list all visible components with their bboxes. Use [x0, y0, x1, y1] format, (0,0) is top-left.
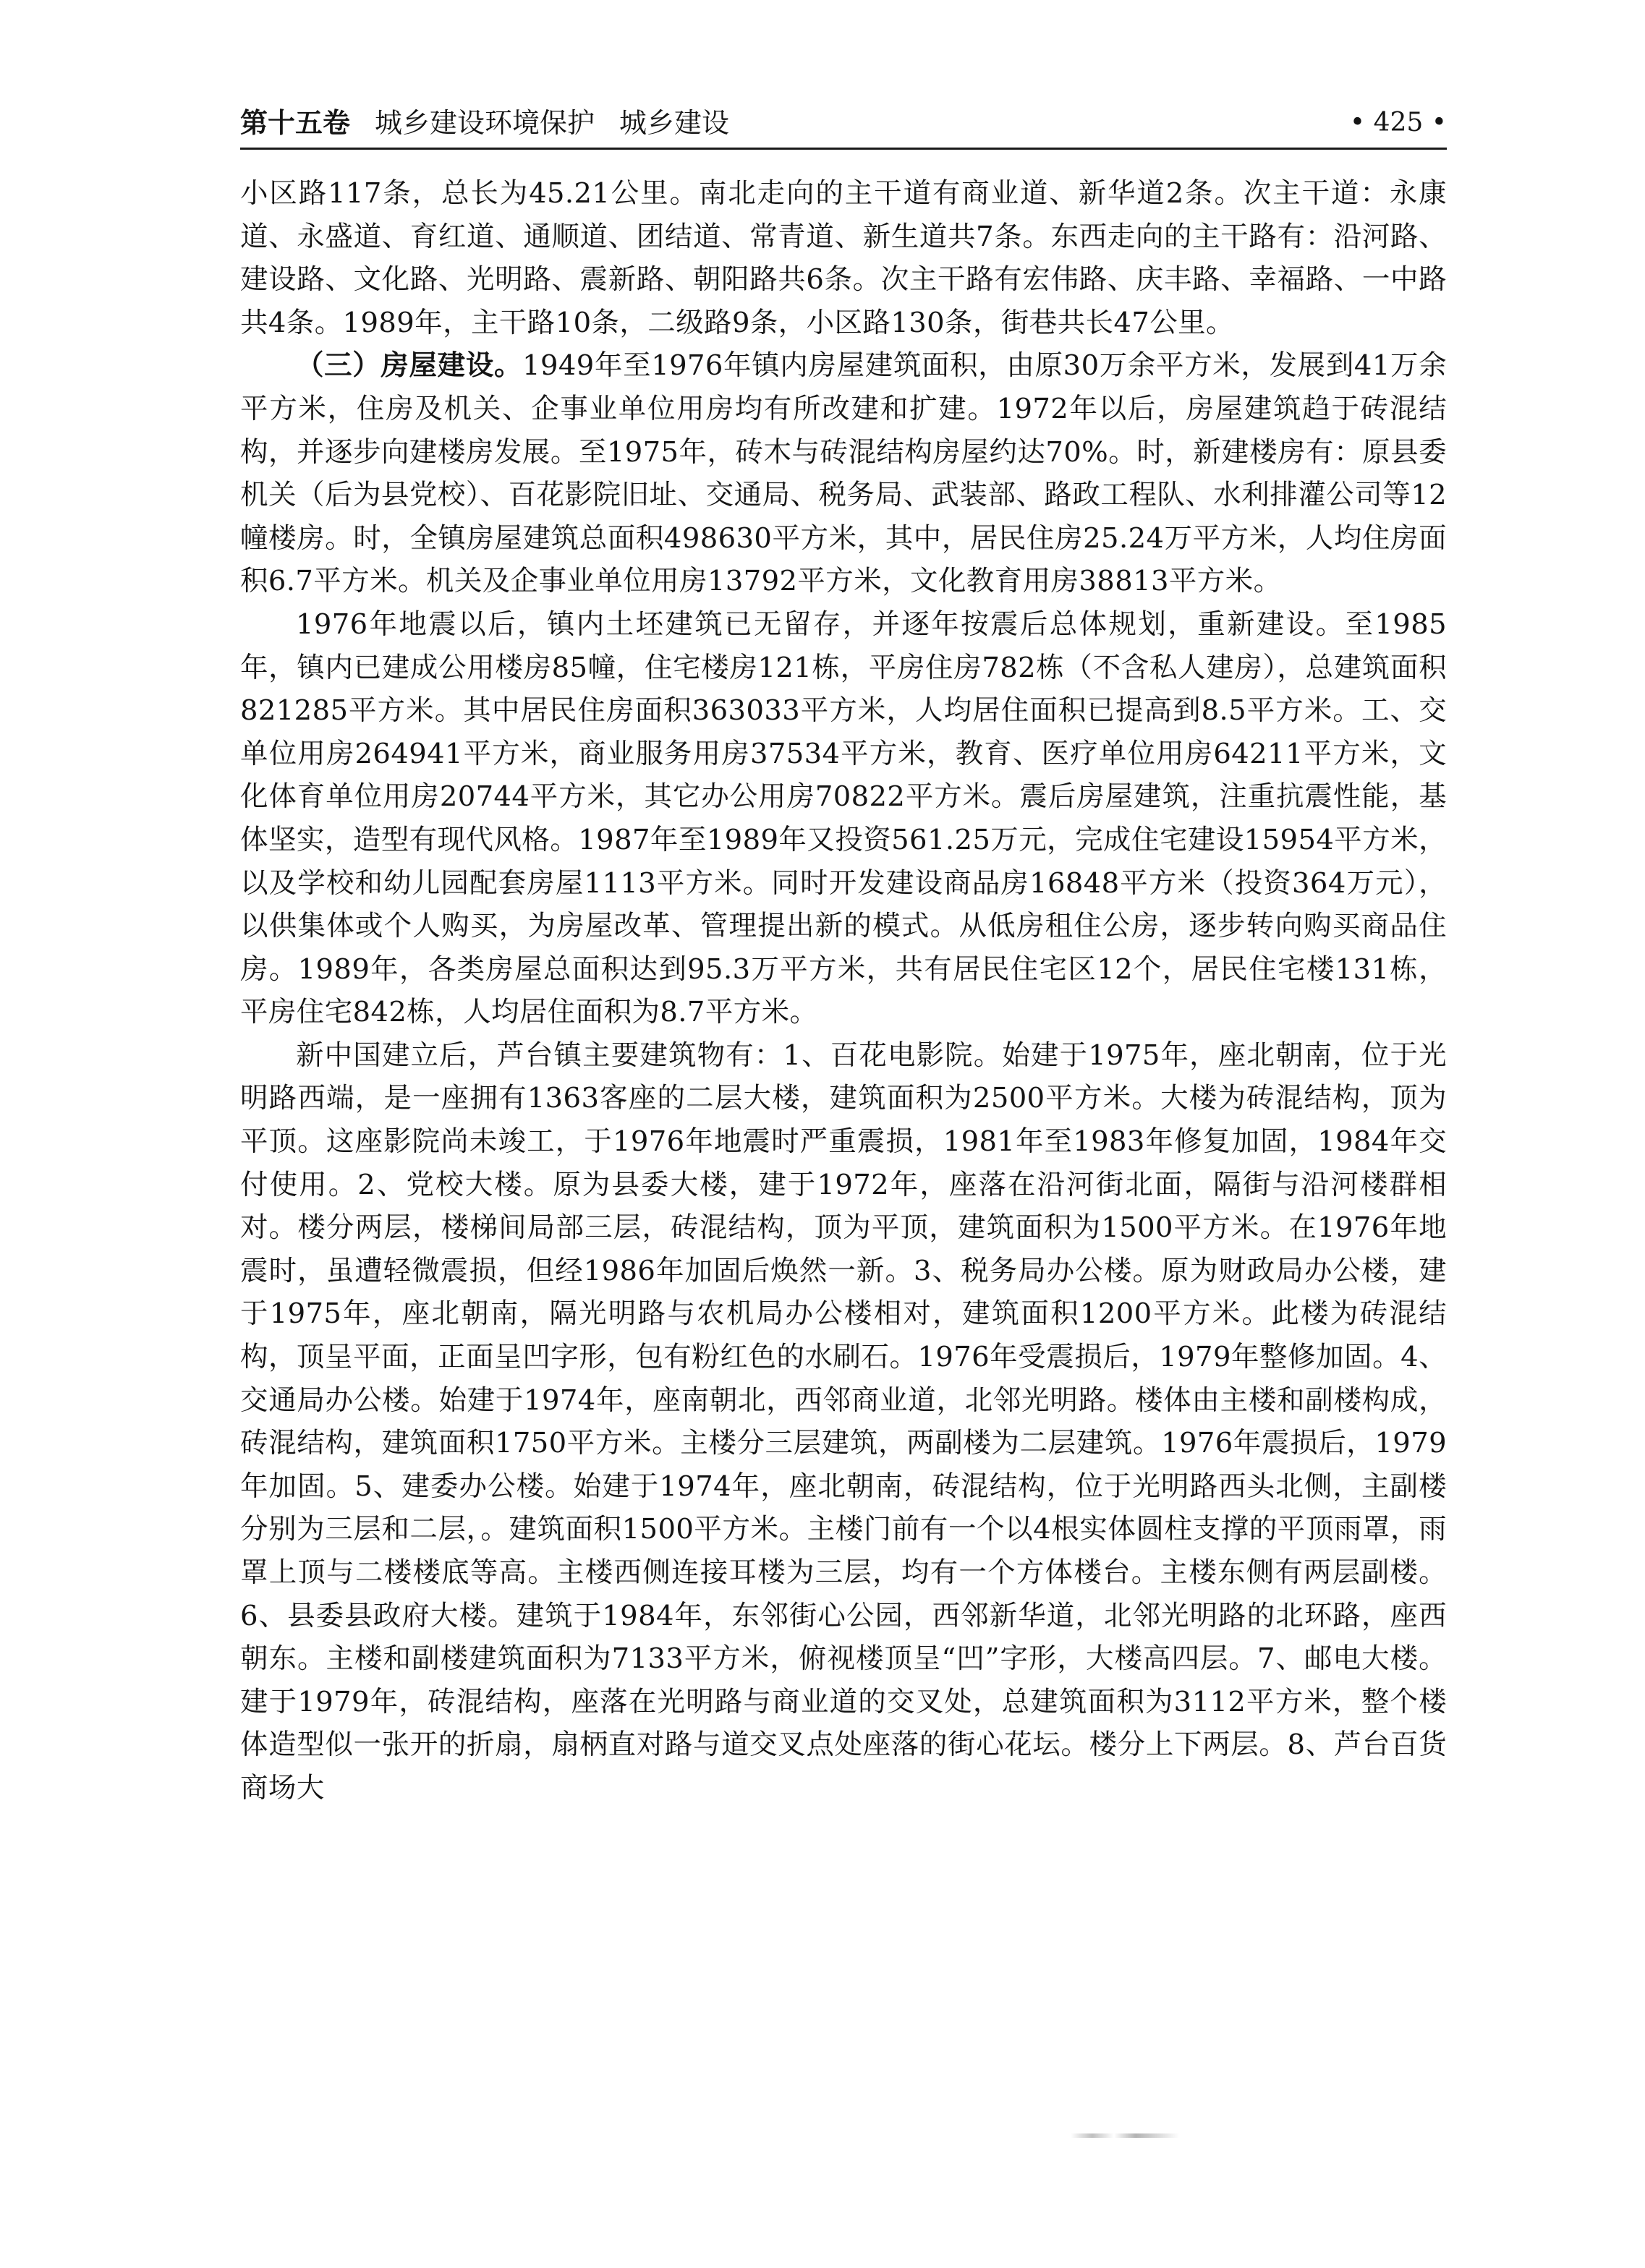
- paragraph-post-quake: 1976年地震以后，镇内土坯建筑已无留存，并逐年按震后总体规划，重新建设。至1985年，镇内已建成公用楼房85幢，住宅楼房121栋，平房住房782栋（不含私人建房），总建筑面积821285平方米。其中居民住房面积363033平方米，人均居住面积已提高到8.5平方米。工、交单位用房264941平方米，商业服务用房37534平方米，教育、医疗单位用房64211平方米，文化体育单位用房20744平方米，其它办公用房70822平方米。震后房屋建筑，注重抗震性能，基体坚实，造型有现代风格。1987年至1989年又投资561.25万元，完成住宅建设15954平方米，以及学校和幼儿园配套房屋1113平方米。同时开发建设商品房16848平方米（投资364万元），以供集体或个人购买，为房屋改革、管理提出新的模式。从低房租住公房，逐步转向购买商品住房。1989年，各类房屋总面积达到95.3万平方米，共有居民住宅区12个，居民住宅楼131栋，平房住宅842栋，人均居住面积为8.7平方米。: [240, 608, 1447, 1029]
- page-number: • 425 •: [1349, 108, 1447, 137]
- subsection-label: 城乡建设: [619, 107, 730, 139]
- section-label: 城乡建设环境保护: [375, 107, 595, 139]
- paragraph-housing: [240, 344, 1447, 603]
- paragraph-housing-text: 1949年至1976年镇内房屋建筑面积，由原30万余平方米，发展到41万余平方米，住房及机关、企事业单位用房均有所改建和扩建。1972年以后，房屋建筑趋于砖混结构，并逐步向建楼房发展。至1975年，砖木与砖混结构房屋约达70%。时，新建楼房有：原县委机关（后为县党校）、百花影院旧址、交通局、税务局、武装部、路政工程队、水利排灌公司等12幢楼房。时，全镇房屋建筑总面积498630平方米，其中，居民住房25.24万平方米，人均住房面积6.7平方米。机关及企事业单位用房13792平方米，文化教育用房38813平方米。: [240, 349, 1447, 598]
- header-title: [240, 103, 754, 143]
- page-body: [240, 172, 1447, 1810]
- paragraph-roads: 小区路117条，总长为45.21公里。南北走向的主干道有商业道、新华道2条。次主干道：永康道、永盛道、育红道、通顺道、团结道、常青道、新生道共7条。东西走向的主干路有：沿河路、建设路、文化路、光明路、震新路、朝阳路共6条。次主干路有宏伟路、庆丰路、幸福路、一中路共4条。1989年，主干路10条，二级路9条，小区路130条，街巷共长47公里。: [240, 177, 1447, 339]
- paragraph-main-buildings: 新中国建立后，芦台镇主要建筑物有：1、百花电影院。始建于1975年，座北朝南，位于光明路西端，是一座拥有1363客座的二层大楼，建筑面积为2500平方米。大楼为砖混结构，顶为平顶。这座影院尚未竣工，于1976年地震时严重震损，1981年至1983年修复加固，1984年交付使用。2、党校大楼。原为县委大楼，建于1972年，座落在沿河街北面，隔街与沿河楼群相对。楼分两层，楼梯间局部三层，砖混结构，顶为平顶，建筑面积为1500平方米。在1976年地震时，虽遭轻微震损，但经1986年加固后焕然一新。3、税务局办公楼。原为财政局办公楼，建于1975年，座北朝南，隔光明路与农机局办公楼相对，建筑面积1200平方米。此楼为砖混结构，顶呈平面，正面呈凹字形，包有粉红色的水刷石。1976年受震损后，1979年整修加固。4、交通局办公楼。始建于1974年，座南朝北，西邻商业道，北邻光明路。楼体由主楼和副楼构成，砖混结构，建筑面积1750平方米。主楼分三层建筑，两副楼为二层建筑。1976年震损后，1979年加固。5、建委办公楼。始建于1974年，座北朝南，砖混结构，位于光明路西头北侧，主副楼分别为三层和二层，。建筑面积1500平方米。主楼门前有一个以4根实体圆柱支撑的平顶雨罩，雨罩上顶与二楼楼底等高。主楼西侧连接耳楼为三层，均有一个方体楼台。主楼东侧有两层副楼。6、县委县政府大楼。建筑于1984年，东邻街心公园，西邻新华道，北邻光明路的北环路，座西朝东。主楼和副楼建筑面积为7133平方米，俯视楼顶呈“凹”字形，大楼高四层。7、邮电大楼。建于1979年，砖混结构，座落在光明路与商业道的交叉处，总建筑面积为3112平方米，整个楼体造型似一张开的折扇，扇柄直对路与道交叉点处座落的街心花坛。楼分上下两层。8、芦台百货商场大: [240, 1039, 1447, 1804]
- header-rule: [240, 148, 1447, 150]
- running-header: [240, 100, 1447, 152]
- volume-label: 第十五卷: [240, 107, 351, 139]
- scan-artifact: [1071, 2133, 1179, 2138]
- section-heading-housing: （三）房屋建设。: [296, 349, 523, 383]
